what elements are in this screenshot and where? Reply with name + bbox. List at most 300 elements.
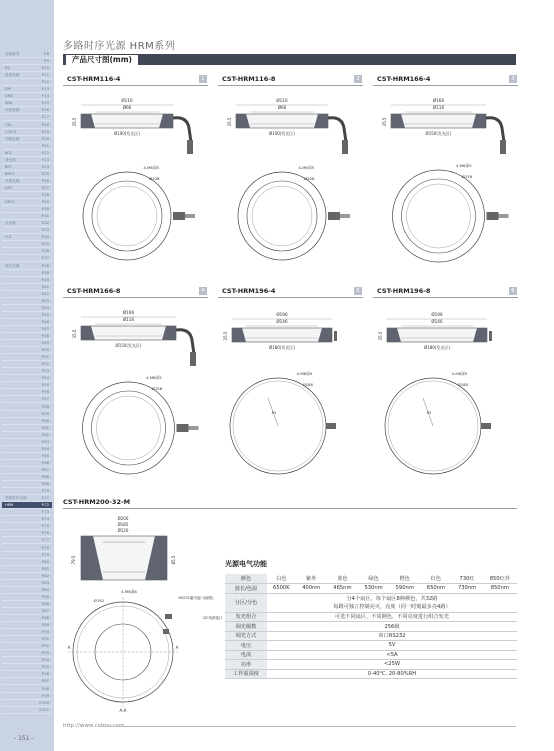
- sidebar-item-page: P.77: [41, 538, 49, 543]
- spec-value: 400nm: [296, 584, 327, 594]
- connector-plug: [187, 140, 193, 154]
- sidebar-item[interactable]: [2, 234, 52, 241]
- dim-pcd: Ø192: [93, 598, 105, 603]
- sidebar-item[interactable]: [2, 178, 52, 185]
- page-title: 多路时序光源 HRM系列: [63, 41, 176, 52]
- sidebar-item-page: P.8: [43, 52, 49, 56]
- sidebar-item-page: P.74: [41, 517, 49, 522]
- sidebar-item[interactable]: [2, 439, 52, 446]
- spec-value: 橙色: [389, 574, 420, 584]
- panel-title: CST-HRM196-8: [377, 287, 431, 295]
- sidebar-item-label: 点光源: [5, 221, 16, 226]
- cable-gland: [326, 423, 336, 429]
- spec-value: 蓝色: [327, 574, 358, 584]
- sidebar-item[interactable]: [2, 298, 52, 305]
- sidebar-item[interactable]: [2, 129, 52, 136]
- sidebar-item[interactable]: [2, 636, 52, 643]
- sidebar-item-page: P.30: [41, 207, 49, 212]
- spec-value: 绿色: [358, 574, 389, 584]
- spec-row: [225, 631, 517, 641]
- spec-row: [225, 593, 517, 612]
- sidebar-item-page: P.71: [41, 496, 49, 501]
- sidebar-item-page: P.40: [41, 277, 49, 282]
- sidebar-item[interactable]: [2, 566, 52, 573]
- dc-port: [163, 629, 169, 634]
- sidebar-item[interactable]: [2, 361, 52, 368]
- sidebar-item[interactable]: [2, 368, 52, 375]
- sidebar-item-page: P.87: [41, 608, 49, 613]
- dim-inner: Ø116: [122, 317, 135, 322]
- sidebar-item-page: P.35: [41, 242, 49, 247]
- cable: [185, 214, 195, 218]
- sidebar-item[interactable]: [2, 481, 52, 488]
- sidebar-item[interactable]: [2, 241, 52, 248]
- sidebar-item[interactable]: [2, 192, 52, 199]
- sidebar-item[interactable]: [2, 340, 52, 347]
- sidebar-item-page: P.57: [41, 397, 49, 402]
- sidebar-item-page: P.33: [41, 228, 49, 233]
- sidebar-item-page: P.54: [41, 376, 49, 381]
- sidebar-item-page: P.89: [41, 623, 49, 628]
- dim-pcd: Ø158: [461, 174, 473, 179]
- sidebar-item-page: P.81: [41, 566, 49, 571]
- dim-height: 35.5: [72, 329, 77, 339]
- sidebar-item[interactable]: [2, 263, 52, 270]
- sidebar-item-page: P.24: [41, 164, 49, 169]
- sidebar-item-page: P.9: [43, 59, 49, 64]
- sidebar-item[interactable]: [2, 220, 52, 227]
- sidebar-item-page: P.96: [41, 672, 49, 677]
- sidebar-item-page: P.69: [41, 482, 49, 487]
- sidebar-item[interactable]: [2, 255, 52, 262]
- sidebar-item[interactable]: [2, 425, 52, 432]
- dim-inner: Ø116: [432, 105, 445, 110]
- rs232-label: RS232通讯接口(编程): [178, 596, 214, 600]
- spec-value: 白色: [267, 574, 296, 584]
- connector-plug: [489, 331, 492, 341]
- sidebar-item-page: P.85: [41, 594, 49, 599]
- sidebar-item[interactable]: [2, 136, 52, 143]
- dim-height: 85.5: [171, 555, 176, 565]
- spec-row: [225, 669, 517, 679]
- spec-value: 256级: [267, 622, 517, 632]
- dim-outer: Ø166: [122, 310, 135, 315]
- sidebar-item-page: P.70: [41, 489, 49, 494]
- sidebar-item[interactable]: [2, 502, 52, 509]
- spec-value: 5V: [267, 641, 517, 651]
- sidebar-item[interactable]: [2, 375, 52, 382]
- sidebar-item[interactable]: [2, 206, 52, 213]
- sidebar-item-page: P.59: [41, 411, 49, 416]
- panel-number: 1: [199, 75, 207, 83]
- sidebar-item[interactable]: [2, 72, 52, 79]
- sidebar-item[interactable]: [2, 488, 52, 495]
- sidebar-item[interactable]: [2, 326, 52, 333]
- sidebar-item[interactable]: [2, 79, 52, 86]
- sidebar-item-page: P.42: [41, 291, 49, 296]
- sidebar-item[interactable]: [2, 573, 52, 580]
- sidebar-item-page: P.20: [41, 136, 49, 141]
- panel-title: CST-HRM116-4: [67, 75, 121, 83]
- sidebar-item-page: P.66: [41, 460, 49, 465]
- sidebar-item-page: P.17: [41, 115, 49, 120]
- spec-row: [225, 612, 517, 622]
- sidebar-item[interactable]: [2, 615, 52, 622]
- dim-pcd: Ø108: [149, 176, 160, 181]
- spec-value: 850红外: [483, 574, 517, 584]
- spec-value: [267, 593, 517, 612]
- sidebar-item[interactable]: [2, 100, 52, 107]
- sidebar-item[interactable]: [2, 629, 52, 636]
- sidebar-item-page: P.16: [41, 108, 49, 113]
- sidebar-item[interactable]: [2, 171, 52, 178]
- sidebar-item[interactable]: [2, 467, 52, 474]
- connector-plug: [334, 331, 337, 341]
- section-marker-a: A: [175, 645, 179, 650]
- dim-outer: Ø196: [431, 312, 443, 317]
- sidebar-item-page: P.73: [41, 510, 49, 515]
- sidebar-item-label: 背光源: [5, 157, 16, 162]
- spec-row: [225, 660, 517, 670]
- sidebar-item-page: P.58: [41, 404, 49, 409]
- sidebar-item[interactable]: [2, 107, 52, 114]
- dim-emitting: Ø150(发光区): [425, 131, 452, 136]
- sidebar-item[interactable]: [2, 664, 52, 671]
- ring-top-aperture: [97, 396, 161, 460]
- sidebar-item[interactable]: [2, 411, 52, 418]
- spec-value: 红色: [420, 574, 451, 584]
- sidebar-item-page: P.46: [41, 319, 49, 324]
- spec-value: 530nm: [358, 584, 389, 594]
- ring-light-drawing: [218, 88, 363, 283]
- ring-side-body: [391, 114, 486, 128]
- sidebar-item-page: P.56: [41, 390, 49, 395]
- sidebar-item-page: P.83: [41, 580, 49, 585]
- radius-label: R5: [426, 411, 432, 415]
- sidebar-item[interactable]: [2, 312, 52, 319]
- dim-height: 35.5: [382, 117, 387, 127]
- dim-outer: Ø196: [276, 312, 288, 317]
- spec-value: 紫外: [296, 574, 327, 584]
- sidebar-item-page: P.63: [41, 439, 49, 444]
- sidebar-item[interactable]: [2, 587, 52, 594]
- sidebar-item-label: CDL: [5, 122, 13, 127]
- dim-screw: 4-M6深5: [455, 163, 472, 168]
- panel-number: 5: [354, 287, 362, 295]
- sidebar-item[interactable]: [2, 347, 52, 354]
- dim-inner: Ø66: [122, 105, 132, 110]
- connector-plug: [342, 140, 348, 154]
- cable-connector: [176, 330, 194, 354]
- panel-number: 3: [509, 75, 517, 83]
- dim-screw: 4-M6深5: [451, 371, 468, 376]
- dim-outer: Ø116: [121, 98, 133, 103]
- dim-inner: Ø146: [431, 319, 443, 324]
- spec-row: [225, 641, 517, 651]
- sidebar-item[interactable]: [2, 700, 52, 707]
- dc-label: DC电源接口: [203, 616, 223, 620]
- spec-key: 调光级数: [225, 622, 267, 632]
- spec-key: 电压: [225, 641, 267, 651]
- sidebar-item[interactable]: [2, 509, 52, 516]
- sidebar-item[interactable]: [2, 537, 52, 544]
- dim-height: 79.5: [71, 555, 76, 565]
- sidebar-item[interactable]: [2, 693, 52, 700]
- sidebar-item-page: P.72: [41, 503, 49, 508]
- panel-rule: [218, 297, 363, 298]
- sidebar-item-page: P.41: [41, 284, 49, 289]
- sidebar-item[interactable]: [2, 157, 52, 164]
- side-navigation: [0, 0, 54, 751]
- sidebar-item[interactable]: [2, 404, 52, 411]
- sidebar-item[interactable]: [2, 545, 52, 552]
- sidebar-item-label: RS: [5, 66, 10, 71]
- panel-title: CST-HRM166-4: [377, 75, 431, 83]
- cable: [340, 214, 350, 218]
- dim-pcd: Ø108: [304, 176, 315, 181]
- spec-value: 650nm: [420, 584, 451, 594]
- sidebar-item[interactable]: [2, 594, 52, 601]
- sidebar-item[interactable]: [2, 86, 52, 93]
- sidebar-item[interactable]: [2, 93, 52, 100]
- sidebar-item[interactable]: [2, 122, 52, 129]
- spec-key: 调光方式: [225, 631, 267, 641]
- sidebar-item[interactable]: [2, 51, 52, 58]
- spec-value: 730nm: [452, 584, 483, 594]
- sidebar-item[interactable]: [2, 460, 52, 467]
- sidebar-item[interactable]: [2, 114, 52, 121]
- spec-value: 0-40℃, 20-80%RH: [267, 669, 517, 679]
- sidebar-item-page: P.51: [41, 355, 49, 360]
- dim-height: 35.5: [72, 117, 77, 127]
- sidebar-item[interactable]: [2, 495, 52, 502]
- spec-key: 发光组合: [225, 612, 267, 622]
- sidebar-item[interactable]: [2, 277, 52, 284]
- sidebar-item-page: P.38: [41, 263, 49, 268]
- sidebar-item[interactable]: [2, 164, 52, 171]
- spec-key: 颜色: [225, 574, 267, 584]
- dim-emitting: Ø150(发光区): [115, 343, 142, 348]
- dim-outer: Ø200: [117, 516, 129, 521]
- sidebar-item-page: P.86: [41, 601, 49, 606]
- sidebar-item[interactable]: [2, 270, 52, 277]
- panel-number: 6: [509, 287, 517, 295]
- spec-value: <25W: [267, 660, 517, 670]
- dim-pcd: Ø188: [457, 382, 468, 387]
- sidebar-item[interactable]: [2, 227, 52, 234]
- spec-value-line: 每路可独立控制亮灭，亮度（同一时刻最多亮4路）: [333, 603, 451, 610]
- sidebar-item-page: P.22: [41, 150, 49, 155]
- sidebar-item[interactable]: [2, 354, 52, 361]
- sidebar-item[interactable]: [2, 143, 52, 150]
- sidebar-item[interactable]: [2, 319, 52, 326]
- sidebar-item-page: P.32: [41, 221, 49, 226]
- rs232-port: [165, 614, 172, 619]
- spec-value: 可选不同扇区、不同颜色、不同亮度进行组合发光: [267, 612, 517, 622]
- sidebar-item-page: P.10: [41, 66, 49, 71]
- dim-emitting: Ø180(发光区): [269, 345, 295, 350]
- cable-gland: [173, 212, 185, 220]
- section-title: 产品尺寸图(mm): [66, 55, 138, 65]
- connector-plug: [500, 140, 506, 154]
- panel-rule: [63, 85, 208, 86]
- spec-value: 730红: [452, 574, 483, 584]
- sidebar-item-label: DM: [5, 87, 11, 92]
- sidebar-item-page: P.28: [41, 193, 49, 197]
- sidebar-item[interactable]: [2, 671, 52, 678]
- sidebar-item-label: 环形光源: [5, 108, 20, 113]
- sidebar-item-page: P.13: [41, 87, 49, 92]
- sidebar-item[interactable]: [2, 622, 52, 629]
- ring-side-body: [81, 114, 173, 128]
- sidebar-item-page: P.80: [41, 559, 49, 564]
- sidebar-item[interactable]: [2, 291, 52, 298]
- dim-inner: Ø120: [117, 528, 129, 533]
- spec-value: <5A: [267, 650, 517, 660]
- sidebar-item-label: DMS: [5, 94, 14, 99]
- ring-light-drawing: [63, 300, 208, 495]
- sidebar-item-page: P.78: [41, 545, 49, 550]
- ring-top-aperture: [252, 186, 312, 246]
- sidebar-item-label: DFS: [5, 185, 13, 190]
- sidebar-item[interactable]: [2, 418, 52, 425]
- sidebar-item[interactable]: [2, 601, 52, 608]
- spec-row: [225, 574, 517, 584]
- sidebar-item-label: FLS: [5, 235, 12, 240]
- dim-screw: 4-M6深8: [121, 589, 137, 594]
- sidebar-item-page: P.14: [41, 94, 49, 99]
- cable-connector: [173, 118, 191, 142]
- ring-light-drawing: [63, 88, 208, 283]
- sidebar-item-page: P.75: [41, 524, 49, 529]
- ring-light-drawing: [218, 300, 363, 495]
- sidebar-item-page: P.15: [41, 101, 49, 106]
- sidebar-item[interactable]: [2, 65, 52, 72]
- sidebar-item[interactable]: [2, 608, 52, 615]
- cable-gland: [487, 212, 499, 220]
- sidebar-item[interactable]: [2, 650, 52, 657]
- dim-emitting: Ø100(发光区): [269, 131, 295, 136]
- sidebar-item-label: HRM: [5, 503, 14, 508]
- sidebar-item-page: P.91: [41, 637, 49, 642]
- sidebar-item[interactable]: [2, 396, 52, 403]
- ring-side-body: [81, 326, 176, 340]
- dim-pcd: Ø188: [302, 382, 313, 387]
- panel-title: CST-HRM196-4: [222, 287, 276, 295]
- sidebar-item-label: 平面光源: [5, 178, 20, 183]
- dim-screw: 4-M6深5: [298, 165, 315, 170]
- sidebar-item-page: P.52: [41, 362, 49, 367]
- sidebar-item[interactable]: [2, 580, 52, 587]
- sidebar-item[interactable]: [2, 305, 52, 312]
- sidebar-item[interactable]: [2, 678, 52, 685]
- sidebar-item-page: P.48: [41, 334, 49, 338]
- sidebar-item-page: P.50: [41, 348, 49, 353]
- sidebar-item[interactable]: [2, 213, 52, 220]
- footer-line: [100, 726, 516, 727]
- sidebar-item-label: 条形光源: [5, 73, 20, 78]
- sidebar-item[interactable]: [2, 453, 52, 460]
- dim-mid: Ø185: [117, 522, 129, 527]
- ring-light-drawing: [373, 88, 518, 283]
- sidebar-item-label: BFS: [5, 164, 12, 169]
- sidebar-item-page: P.79: [41, 552, 49, 557]
- sidebar-item[interactable]: [2, 333, 52, 340]
- sidebar-item[interactable]: [2, 284, 52, 291]
- page-number: - 151 -: [14, 735, 34, 742]
- dim-screw: 4-M6深5: [296, 371, 313, 376]
- sidebar-item[interactable]: [2, 686, 52, 693]
- sidebar-item-page: P.90: [41, 630, 49, 635]
- spec-row: [225, 584, 517, 594]
- sidebar-item-page: P.84: [41, 587, 49, 592]
- sidebar-item-page: P.31: [41, 214, 49, 219]
- sidebar-item[interactable]: [2, 523, 52, 530]
- panel-rule: [373, 85, 518, 86]
- sidebar-item-page: P.67: [41, 467, 49, 472]
- sidebar-item[interactable]: [2, 559, 52, 566]
- sidebar-item[interactable]: [2, 432, 52, 439]
- sidebar-item-page: P.65: [41, 453, 49, 458]
- spec-value-line: 分4个扇区，每个扇区8种颜色，共32路: [346, 595, 438, 602]
- dim-emitting: Ø180(发光区): [424, 345, 450, 350]
- sidebar-item[interactable]: [2, 530, 52, 537]
- cable-gland: [481, 423, 491, 429]
- sidebar-item[interactable]: [2, 516, 52, 523]
- spec-key: 功率: [225, 660, 267, 670]
- sidebar-item-page: P.53: [41, 369, 49, 374]
- spec-value: 串口RS232: [267, 631, 517, 641]
- section-marker-a: A: [67, 645, 71, 650]
- sidebar-item-page: P.11: [41, 73, 49, 78]
- dim-screw: 4-M6深5: [143, 165, 160, 170]
- sidebar-item[interactable]: [2, 58, 52, 65]
- sidebar-item-label: 光源系列: [5, 52, 20, 56]
- sidebar-item-page: P.92: [41, 644, 49, 649]
- cable-connector: [328, 118, 346, 142]
- dim-height: 35.5: [227, 117, 232, 127]
- sidebar-item[interactable]: [2, 643, 52, 650]
- sidebar-item-page: P.37: [41, 256, 49, 261]
- dim-pcd: Ø158: [151, 386, 163, 391]
- sidebar-item[interactable]: [2, 199, 52, 206]
- spec-table: [225, 574, 517, 679]
- cable-gland: [328, 212, 340, 220]
- sidebar-item[interactable]: [2, 248, 52, 255]
- sidebar-item-page: P.99: [41, 693, 49, 698]
- sidebar-item[interactable]: [2, 707, 52, 714]
- panel-rule: [373, 297, 518, 298]
- sidebar-item[interactable]: [2, 382, 52, 389]
- sidebar-item[interactable]: [2, 446, 52, 453]
- sidebar-item[interactable]: [2, 389, 52, 396]
- sidebar-item[interactable]: [2, 657, 52, 664]
- ring-top-aperture: [97, 186, 157, 246]
- spec-value: 590nm: [389, 584, 420, 594]
- sidebar-item-label: 同轴光源: [5, 136, 20, 141]
- sidebar-item-page: P.44: [41, 305, 49, 310]
- cable-connector: [486, 118, 504, 142]
- sidebar-item[interactable]: [2, 150, 52, 157]
- dim-screw: 4-M6深5: [145, 375, 162, 380]
- sidebar-item[interactable]: [2, 185, 52, 192]
- sidebar-item[interactable]: [2, 474, 52, 481]
- sidebar-item[interactable]: [2, 552, 52, 559]
- sidebar-item-label: BHFS: [5, 171, 15, 176]
- sidebar-item-page: P.26: [41, 178, 49, 183]
- sidebar-item-page: P.43: [41, 298, 49, 303]
- section-label: A-A: [119, 708, 127, 713]
